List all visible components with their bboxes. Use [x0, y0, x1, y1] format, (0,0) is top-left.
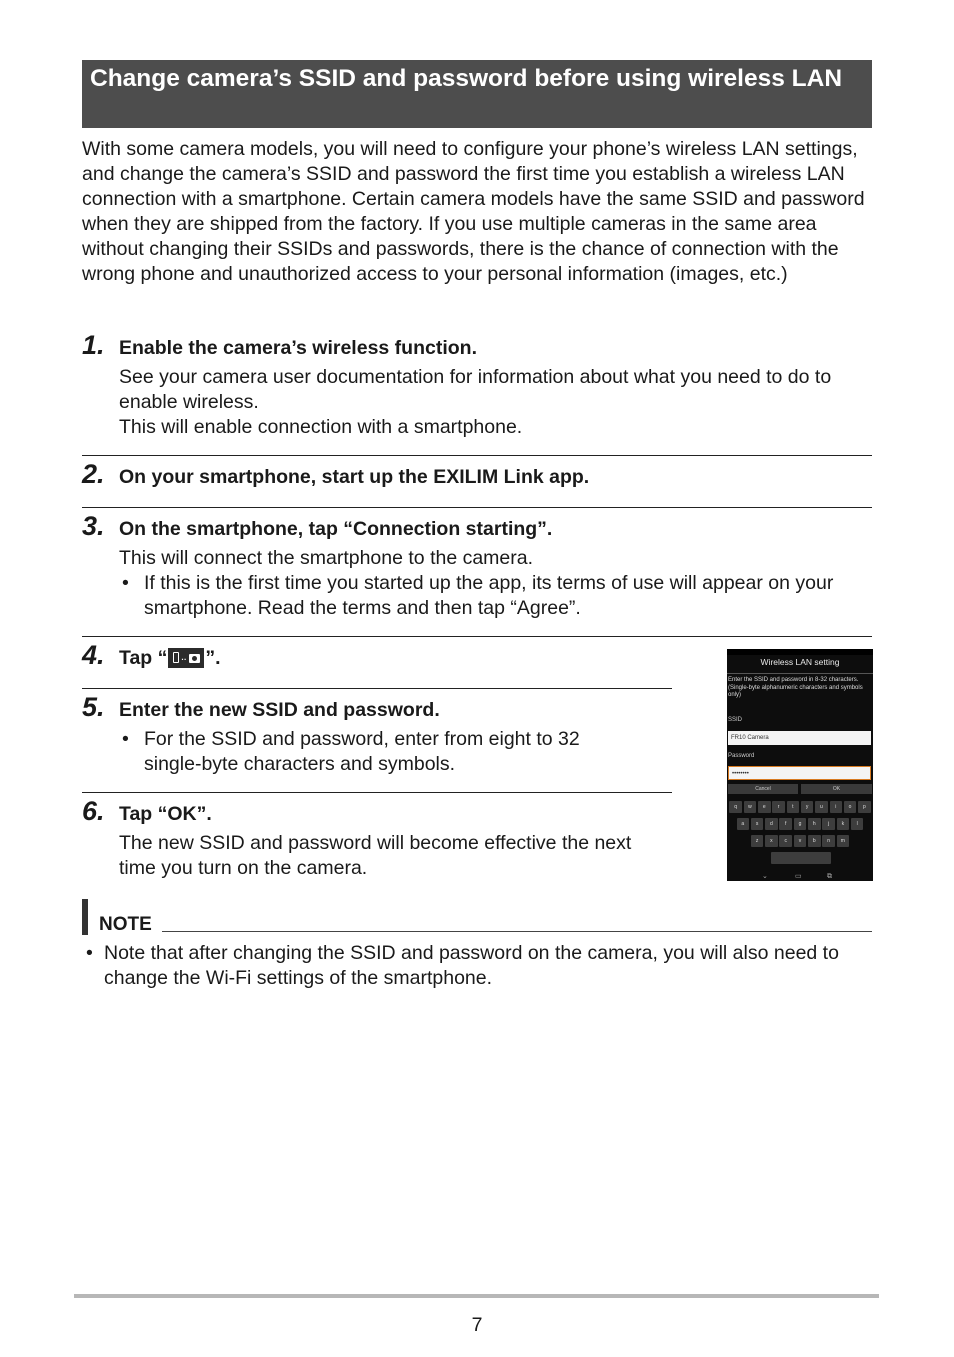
step-title: On your smartphone, start up the EXILIM Link app. [119, 466, 590, 488]
step-title: Enter the new SSID and password. [119, 699, 440, 721]
step-body-line: This will enable connection with a smartphone. [119, 416, 523, 438]
password-label: Password [728, 753, 755, 759]
bullet-dot: • [86, 942, 93, 964]
step-title: Tap “OK”. [119, 803, 212, 825]
step-title: On the smartphone, tap “Connection starting”. [119, 518, 553, 540]
cancel-button[interactable]: Cancel [728, 784, 798, 794]
keyboard-key[interactable]: u [815, 801, 828, 813]
step-number: 6. [82, 796, 105, 826]
keyboard-key[interactable]: f [779, 818, 792, 830]
step-number: 4. [82, 640, 105, 670]
intro-paragraph: With some camera models, you will need to configure your phone’s wireless LAN settings, and change the camera’s SSID and password the first time you establish a wireless LAN connection with a smartphone. Certain camera models have the same SSID and password when they are shipped from the factory. If you use multiple cameras in the same area without changing their SSIDs and passwords, there is the chance of connection with the wrong phone and unauthorized access to your personal information (images, etc.) [82, 138, 865, 285]
keyboard-key[interactable]: v [794, 835, 807, 847]
step-number: 1. [82, 330, 105, 360]
keyboard-key[interactable]: b [808, 835, 821, 847]
recents-icon[interactable]: ⧉ [827, 873, 832, 880]
step-title-suffix: ”. [205, 647, 221, 669]
phone-title-divider [727, 673, 873, 674]
note-rule [162, 931, 872, 932]
ssid-input[interactable]: FR10 Camera [728, 731, 871, 745]
step-body: The new SSID and password will become effective the next time you turn on the camera. [119, 832, 632, 879]
section-heading-bar [82, 60, 872, 128]
step-title-prefix: Tap “ [119, 647, 168, 669]
ok-button[interactable]: OK [801, 784, 872, 794]
keyboard-key[interactable]: t [787, 801, 800, 813]
keyboard-key[interactable]: x [765, 835, 778, 847]
keyboard-key[interactable]: j [822, 818, 835, 830]
step-body [119, 365, 872, 440]
keyboard-key[interactable]: g [794, 818, 807, 830]
step-number: 5. [82, 692, 105, 722]
step-number: 2. [82, 459, 105, 489]
back-icon[interactable]: ⌄ [762, 873, 768, 880]
keyboard-key[interactable]: e [758, 801, 771, 813]
phone-description: Enter the SSID and password in 8-32 characters. (Single-byte alphanumeric characters and symbols only) [728, 677, 863, 698]
divider [82, 792, 672, 793]
footer-rule [74, 1294, 879, 1298]
phone-camera-connect-icon: ·· [168, 648, 204, 668]
step-number: 3. [82, 511, 105, 541]
section-heading: Change camera’s SSID and password before using wireless LAN [90, 65, 843, 92]
note-text: Note that after changing the SSID and password on the camera, you will also need to change the Wi-Fi settings of the smartphone. [104, 942, 839, 989]
page-number: 7 [471, 1314, 483, 1336]
step-body: This will connect the smartphone to the camera. [119, 547, 534, 569]
keyboard-key[interactable]: s [751, 818, 764, 830]
keyboard-key[interactable]: c [779, 835, 792, 847]
bullet-text: If this is the first time you started up the app, its terms of use will appear on your smartphone. Read the terms and then tap “Agree”. [144, 572, 834, 619]
divider [82, 636, 872, 637]
keyboard-key[interactable]: w [744, 801, 757, 813]
note-label: NOTE [99, 914, 152, 935]
keyboard-key[interactable]: m [837, 835, 850, 847]
step-title [119, 646, 221, 671]
keyboard-key[interactable]: o [844, 801, 857, 813]
keyboard-key[interactable]: k [837, 818, 850, 830]
keyboard-key[interactable]: p [858, 801, 871, 813]
bullet-text: For the SSID and password, enter from eight to 32 single-byte characters and symbols. [144, 728, 580, 775]
divider [82, 688, 672, 689]
keyboard-key[interactable]: y [801, 801, 814, 813]
keyboard-key[interactable]: a [737, 818, 750, 830]
ssid-label: SSID [728, 717, 743, 723]
bullet-dot: • [122, 728, 129, 750]
status-bar [727, 649, 873, 655]
password-input[interactable]: •••••••• [728, 766, 871, 780]
divider [82, 455, 872, 456]
step-body-line: See your camera user documentation for information about what you need to do to enable wireless. [119, 366, 832, 413]
phone-screen-title: Wireless LAN setting [760, 657, 840, 667]
keyboard-key[interactable]: n [822, 835, 835, 847]
step-title: Enable the camera’s wireless function. [119, 337, 477, 359]
note-marker [82, 899, 88, 935]
home-icon[interactable]: ▭ [795, 873, 802, 880]
phone-screenshot [727, 649, 873, 881]
keyboard-key[interactable]: h [808, 818, 821, 830]
keyboard-key[interactable]: q [729, 801, 742, 813]
keyboard-key[interactable]: i [830, 801, 843, 813]
divider [82, 507, 872, 508]
keyboard-key[interactable]: z [751, 835, 764, 847]
keyboard-key[interactable]: r [772, 801, 785, 813]
keyboard-key[interactable]: l [851, 818, 864, 830]
keyboard-spacebar[interactable] [771, 852, 831, 864]
bullet-dot: • [122, 572, 129, 594]
nav-bar [727, 871, 873, 881]
keyboard-key[interactable]: d [765, 818, 778, 830]
